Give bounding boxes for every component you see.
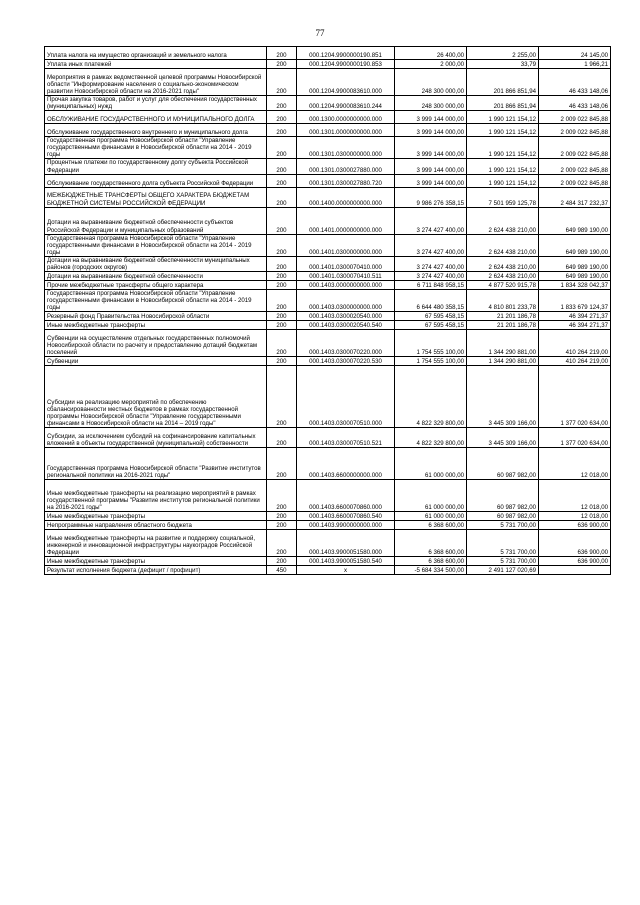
unexecuted-amount: 1 833 679 124,37 — [539, 290, 611, 312]
line-code: 200 — [267, 321, 297, 330]
table-row — [45, 272, 611, 281]
table-row — [45, 428, 611, 448]
budget-classification-code: 000.1403.6600000000.000 — [297, 448, 395, 480]
table-row — [45, 530, 611, 557]
budget-classification-code: 000.1403.0300070220.530 — [297, 357, 395, 366]
table-row — [45, 366, 611, 428]
unexecuted-amount: 12 018,00 — [539, 512, 611, 521]
table-row — [45, 321, 611, 330]
budget-classification-code: 000.1403.0300000000.000 — [297, 290, 395, 312]
item-name: Процентные платежи по государственному долгу субъекта Российской Федерации — [45, 159, 267, 174]
unexecuted-amount: 636 900,00 — [539, 557, 611, 566]
line-code: 200 — [267, 207, 297, 234]
unexecuted-amount: 46 394 271,37 — [539, 321, 611, 330]
unexecuted-amount: 2 009 022 845,88 — [539, 159, 611, 174]
executed-amount: 1 990 121 154,12 — [467, 159, 539, 174]
approved-amount: 6 711 848 958,15 — [395, 281, 467, 290]
executed-amount: 60 987 982,00 — [467, 480, 539, 512]
budget-execution-table — [44, 46, 611, 575]
executed-amount: 5 731 700,00 — [467, 521, 539, 530]
line-code: 200 — [267, 69, 297, 96]
line-code: 200 — [267, 60, 297, 69]
approved-amount: 3 999 144 000,00 — [395, 174, 467, 187]
line-code: 200 — [267, 290, 297, 312]
unexecuted-amount: 649 989 190,00 — [539, 207, 611, 234]
budget-classification-code: 000.1401.0000000000.000 — [297, 207, 395, 234]
unexecuted-amount: 636 900,00 — [539, 530, 611, 557]
unexecuted-amount: 1 377 020 634,00 — [539, 428, 611, 448]
unexecuted-amount: 2 009 022 845,88 — [539, 174, 611, 187]
budget-classification-code: 000.1204.9900000190.853 — [297, 60, 395, 69]
line-code: 200 — [267, 111, 297, 124]
table-row — [45, 357, 611, 366]
approved-amount: 3 274 427 400,00 — [395, 256, 467, 271]
table-row — [45, 512, 611, 521]
line-code: 200 — [267, 187, 297, 207]
unexecuted-amount: 2 009 022 845,88 — [539, 111, 611, 124]
approved-amount: 4 822 329 800,00 — [395, 366, 467, 428]
item-name: Дотации на выравнивание бюджетной обеспеченности субъектов Российской Федерации и муниципальных образований — [45, 207, 267, 234]
executed-amount: 60 987 982,00 — [467, 512, 539, 521]
approved-amount: 61 000 000,00 — [395, 448, 467, 480]
budget-classification-code: 000.1301.0300027880.000 — [297, 159, 395, 174]
approved-amount: 3 999 144 000,00 — [395, 159, 467, 174]
unexecuted-amount: 410 264 219,00 — [539, 330, 611, 357]
executed-amount: 2 624 438 210,00 — [467, 234, 539, 256]
item-name: Результат исполнения бюджета (дефицит / профицит) — [45, 566, 267, 575]
item-name: Субвенции на осуществление отдельных государственных полномочий Новосибирской области по расчету и предоставлению дотаций бюджетам поселений — [45, 330, 267, 357]
executed-amount: 4 877 520 915,78 — [467, 281, 539, 290]
approved-amount: 2 000,00 — [395, 60, 467, 69]
approved-amount: 3 999 144 000,00 — [395, 137, 467, 159]
line-code: 200 — [267, 137, 297, 159]
page-number: 77 — [315, 28, 325, 38]
executed-amount: 1 344 290 881,00 — [467, 330, 539, 357]
item-name: Уплата налога на имущество организаций и земельного налога — [45, 47, 267, 60]
item-name: МЕЖБЮДЖЕТНЫЕ ТРАНСФЕРТЫ ОБЩЕГО ХАРАКТЕРА БЮДЖЕТАМ БЮДЖЕТНОЙ СИСТЕМЫ РОССИЙСКОЙ ФЕДЕРАЦИИ — [45, 187, 267, 207]
approved-amount: 6 368 600,00 — [395, 521, 467, 530]
budget-classification-code: 000.1403.6600070860.000 — [297, 480, 395, 512]
item-name: Государственная программа Новосибирской области "Управление государственными финансами в Новосибирской области на 2014 - 2019 годы — [45, 290, 267, 312]
approved-amount: 67 595 458,15 — [395, 321, 467, 330]
unexecuted-amount: 2 009 022 845,88 — [539, 124, 611, 137]
executed-amount: 4 810 801 233,78 — [467, 290, 539, 312]
table-row — [45, 312, 611, 321]
item-name: Мероприятия в рамках ведомственной целевой программы Новосибирской области "Информирование населения о социально-экономическом развитии Новосибирской области на 2016-2021 годы" — [45, 69, 267, 96]
line-code: 200 — [267, 256, 297, 271]
budget-classification-code: 000.1301.0300027880.720 — [297, 174, 395, 187]
table-row — [45, 69, 611, 96]
executed-amount: 21 201 186,78 — [467, 321, 539, 330]
line-code: 200 — [267, 281, 297, 290]
line-code: 200 — [267, 357, 297, 366]
budget-classification-code: 000.1401.0300070410.000 — [297, 256, 395, 271]
table-row — [45, 207, 611, 234]
budget-classification-code: 000.1301.0000000000.000 — [297, 124, 395, 137]
approved-amount: 3 999 144 000,00 — [395, 111, 467, 124]
item-name: Государственная программа Новосибирской области "Управление государственными финансами в Новосибирской области на 2014 - 2019 годы — [45, 137, 267, 159]
item-name: Уплата иных платежей — [45, 60, 267, 69]
line-code: 200 — [267, 312, 297, 321]
item-name: Субсидии на реализацию мероприятий по обеспечению сбалансированности местных бюджетов в рамках государственной программы Новосибирской области "Управление государственными финансами в Новосибирской области на 2014 – 2019 годы" — [45, 366, 267, 428]
unexecuted-amount: 24 145,00 — [539, 47, 611, 60]
budget-classification-code: 000.1301.0300000000.000 — [297, 137, 395, 159]
line-code: 450 — [267, 566, 297, 575]
approved-amount: 4 822 329 800,00 — [395, 428, 467, 448]
unexecuted-amount: 12 018,00 — [539, 448, 611, 480]
table-row — [45, 290, 611, 312]
table-row — [45, 521, 611, 530]
table-row — [45, 448, 611, 480]
approved-amount: 248 300 000,00 — [395, 96, 467, 111]
budget-classification-code: 000.1403.0300020540.000 — [297, 312, 395, 321]
budget-classification-code: 000.1403.0300070510.000 — [297, 366, 395, 428]
budget-classification-code: 000.1204.9900000190.851 — [297, 47, 395, 60]
table-row — [45, 281, 611, 290]
executed-amount: 201 866 851,94 — [467, 96, 539, 111]
executed-amount: 3 445 309 166,00 — [467, 366, 539, 428]
executed-amount: 1 344 290 881,00 — [467, 357, 539, 366]
budget-classification-code: 000.1204.9900083610.000 — [297, 69, 395, 96]
approved-amount: 6 368 600,00 — [395, 557, 467, 566]
unexecuted-amount — [539, 566, 611, 575]
unexecuted-amount: 1 377 020 634,00 — [539, 366, 611, 428]
executed-amount: 1 990 121 154,12 — [467, 174, 539, 187]
budget-classification-code: 000.1403.9900000000.000 — [297, 521, 395, 530]
item-name: Непрограммные направления областного бюджета — [45, 521, 267, 530]
executed-amount: 33,79 — [467, 60, 539, 69]
line-code: 200 — [267, 557, 297, 566]
line-code: 200 — [267, 330, 297, 357]
approved-amount: -5 684 334 500,00 — [395, 566, 467, 575]
executed-amount: 1 990 121 154,12 — [467, 124, 539, 137]
executed-amount: 2 624 438 210,00 — [467, 207, 539, 234]
budget-classification-code: x — [297, 566, 395, 575]
item-name: Дотации на выравнивание бюджетной обеспеченности муниципальных районов (городских округов) — [45, 256, 267, 271]
executed-amount: 3 445 309 166,00 — [467, 428, 539, 448]
budget-classification-code: 000.1204.9900083610.244 — [297, 96, 395, 111]
unexecuted-amount: 649 989 190,00 — [539, 234, 611, 256]
budget-classification-code: 000.1400.0000000000.000 — [297, 187, 395, 207]
approved-amount: 67 595 458,15 — [395, 312, 467, 321]
table-row — [45, 137, 611, 159]
unexecuted-amount: 649 989 190,00 — [539, 256, 611, 271]
line-code: 200 — [267, 366, 297, 428]
budget-classification-code: 000.1403.9900051580.000 — [297, 530, 395, 557]
executed-amount: 7 501 959 125,78 — [467, 187, 539, 207]
unexecuted-amount: 1 966,21 — [539, 60, 611, 69]
table-row — [45, 187, 611, 207]
unexecuted-amount: 46 394 271,37 — [539, 312, 611, 321]
item-name: Резервный фонд Правительства Новосибирской области — [45, 312, 267, 321]
line-code: 200 — [267, 272, 297, 281]
table-row — [45, 174, 611, 187]
executed-amount: 1 990 121 154,12 — [467, 137, 539, 159]
approved-amount: 61 000 000,00 — [395, 480, 467, 512]
approved-amount: 6 368 600,00 — [395, 530, 467, 557]
unexecuted-amount: 46 433 148,06 — [539, 69, 611, 96]
line-code: 200 — [267, 428, 297, 448]
line-code: 200 — [267, 521, 297, 530]
table-row — [45, 96, 611, 111]
unexecuted-amount: 46 433 148,06 — [539, 96, 611, 111]
approved-amount: 1 754 555 100,00 — [395, 330, 467, 357]
executed-amount: 1 990 121 154,12 — [467, 111, 539, 124]
line-code: 200 — [267, 124, 297, 137]
line-code: 200 — [267, 47, 297, 60]
item-name: Субвенции — [45, 357, 267, 366]
unexecuted-amount: 649 989 190,00 — [539, 272, 611, 281]
line-code: 200 — [267, 174, 297, 187]
executed-amount: 2 491 127 020,69 — [467, 566, 539, 575]
table-row — [45, 557, 611, 566]
item-name: Государственная программа Новосибирской области "Развитие институтов региональной политики на 2016-2021 годы" — [45, 448, 267, 480]
table-row — [45, 111, 611, 124]
line-code: 200 — [267, 159, 297, 174]
executed-amount: 60 987 982,00 — [467, 448, 539, 480]
item-name: Прочая закупка товаров, работ и услуг для обеспечения государственных (муниципальных) нужд — [45, 96, 267, 111]
item-name: ОБСЛУЖИВАНИЕ ГОСУДАРСТВЕННОГО И МУНИЦИПАЛЬНОГО ДОЛГА — [45, 111, 267, 124]
item-name: Обслуживание государственного внутреннего и муниципального долга — [45, 124, 267, 137]
executed-amount: 2 255,00 — [467, 47, 539, 60]
budget-classification-code: 000.1403.0300070510.521 — [297, 428, 395, 448]
unexecuted-amount: 2 484 317 232,37 — [539, 187, 611, 207]
table-row — [45, 47, 611, 60]
item-name: Иные межбюджетные трансферты на развитие и поддержку социальной, инженерной и инновационной инфраструктуры наукоградов Российской Федерации — [45, 530, 267, 557]
executed-amount: 201 866 851,94 — [467, 69, 539, 96]
table-row — [45, 330, 611, 357]
budget-classification-code: 000.1300.0000000000.000 — [297, 111, 395, 124]
line-code: 200 — [267, 448, 297, 480]
line-code: 200 — [267, 512, 297, 521]
item-name: Государственная программа Новосибирской области "Управление государственными финансами в Новосибирской области на 2014 - 2019 годы — [45, 234, 267, 256]
executed-amount: 5 731 700,00 — [467, 530, 539, 557]
line-code: 200 — [267, 96, 297, 111]
unexecuted-amount: 636 900,00 — [539, 521, 611, 530]
line-code: 200 — [267, 234, 297, 256]
approved-amount: 3 274 427 400,00 — [395, 234, 467, 256]
line-code: 200 — [267, 480, 297, 512]
table-row — [45, 159, 611, 174]
item-name: Иные межбюджетные трансферты — [45, 557, 267, 566]
approved-amount: 3 274 427 400,00 — [395, 272, 467, 281]
item-name: Субсидии, за исключением субсидий на софинансирование капитальных вложений в объекты государственной (муниципальной) собственности — [45, 428, 267, 448]
approved-amount: 3 999 144 000,00 — [395, 124, 467, 137]
unexecuted-amount: 2 009 022 845,88 — [539, 137, 611, 159]
approved-amount: 9 986 276 358,15 — [395, 187, 467, 207]
table-row — [45, 234, 611, 256]
table-row — [45, 256, 611, 271]
executed-amount: 21 201 186,78 — [467, 312, 539, 321]
item-name: Иные межбюджетные трансферты — [45, 321, 267, 330]
unexecuted-amount: 12 018,00 — [539, 480, 611, 512]
item-name: Обслуживание государственного долга субъекта Российской Федерации — [45, 174, 267, 187]
executed-amount: 5 731 700,00 — [467, 557, 539, 566]
unexecuted-amount: 1 834 328 042,37 — [539, 281, 611, 290]
unexecuted-amount: 410 264 219,00 — [539, 357, 611, 366]
approved-amount: 61 000 000,00 — [395, 512, 467, 521]
budget-classification-code: 000.1403.0300070220.000 — [297, 330, 395, 357]
approved-amount: 3 274 427 400,00 — [395, 207, 467, 234]
table-row — [45, 566, 611, 575]
item-name: Иные межбюджетные трансферты — [45, 512, 267, 521]
approved-amount: 1 754 555 100,00 — [395, 357, 467, 366]
budget-classification-code: 000.1403.0300020540.540 — [297, 321, 395, 330]
budget-classification-code: 000.1403.6600070860.540 — [297, 512, 395, 521]
item-name: Дотации на выравнивание бюджетной обеспеченности — [45, 272, 267, 281]
approved-amount: 26 400,00 — [395, 47, 467, 60]
budget-classification-code: 000.1403.0000000000.000 — [297, 281, 395, 290]
executed-amount: 2 624 438 210,00 — [467, 272, 539, 281]
budget-classification-code: 000.1401.0300000000.000 — [297, 234, 395, 256]
table-row — [45, 480, 611, 512]
item-name: Иные межбюджетные трансферты на реализацию мероприятий в рамках государственной программы "Развитие институтов региональной политики на 2016-2021 годы" — [45, 480, 267, 512]
budget-classification-code: 000.1403.9900051580.540 — [297, 557, 395, 566]
approved-amount: 248 300 000,00 — [395, 69, 467, 96]
table-body — [45, 47, 611, 575]
approved-amount: 6 644 480 358,15 — [395, 290, 467, 312]
table-row — [45, 124, 611, 137]
executed-amount: 2 624 438 210,00 — [467, 256, 539, 271]
budget-classification-code: 000.1401.0300070410.511 — [297, 272, 395, 281]
table-row — [45, 60, 611, 69]
item-name: Прочие межбюджетные трансферты общего характера — [45, 281, 267, 290]
line-code: 200 — [267, 530, 297, 557]
